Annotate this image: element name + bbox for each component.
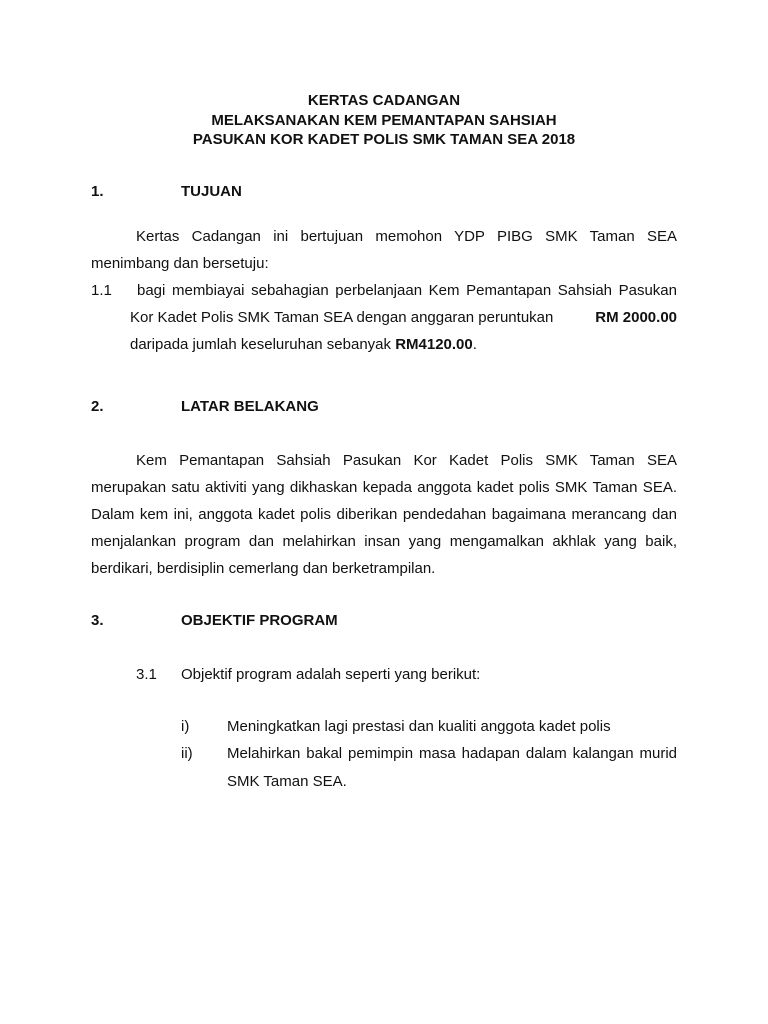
document-title-line-1: KERTAS CADANGAN [307, 92, 461, 109]
section-2-paragraph-line-2: merupakan satu aktiviti yang dikhaskan kepada anggota kadet polis SMK Taman SEA. [91, 479, 677, 496]
objective-item-2-marker: ii) [181, 745, 193, 762]
section-2-paragraph-line-3: Dalam kem ini, anggota kadet polis diberikan pendedahan bagaimana merancang dan [91, 506, 677, 523]
amount-total: RM4120.00 [395, 336, 473, 353]
objective-item-2-text-line-2: SMK Taman SEA. [227, 773, 347, 790]
section-3-sub-text: Objektif program adalah seperti yang berikut: [181, 666, 481, 683]
section-1-heading: TUJUAN [181, 183, 242, 200]
section-3-sub-number: 3.1 [136, 666, 157, 683]
section-1-paragraph-line-1: Kertas Cadangan ini bertujuan memohon YDP PIBG SMK Taman SEA [136, 228, 677, 245]
amount-requested: RM 2000.00 [595, 309, 677, 326]
item-line-2-text: Kor Kadet Polis SMK Taman SEA dengan anggaran peruntukan [130, 309, 554, 326]
section-1-item-line-2 [130, 309, 677, 327]
item-line-3-text: daripada jumlah keseluruhan sebanyak [130, 336, 392, 353]
section-2-paragraph-line-4: menjalankan program dan melahirkan insan yang mengamalkan akhlak yang baik, [91, 533, 677, 550]
section-1-item-number: 1.1 [91, 282, 112, 299]
objective-item-1-text: Meningkatkan lagi prestasi dan kualiti anggota kadet polis [227, 718, 611, 735]
objective-item-1-marker: i) [181, 718, 190, 735]
section-1-item-line-1: bagi membiayai sebahagian perbelanjaan Kem Pemantapan Sahsiah Pasukan [137, 282, 677, 299]
section-3-number: 3. [91, 612, 104, 629]
document-title-line-3: PASUKAN KOR KADET POLIS SMK TAMAN SEA 2018 [192, 131, 576, 148]
section-2-number: 2. [91, 398, 104, 415]
section-2-paragraph-line-5: berdikari, berdisiplin cemerlang dan berketrampilan. [91, 560, 436, 577]
section-2-heading: LATAR BELAKANG [181, 398, 319, 415]
document-title-line-2: MELAKSANAKAN KEM PEMANTAPAN SAHSIAH [211, 112, 557, 129]
section-1-number: 1. [91, 183, 104, 200]
objective-item-2-text-line-1: Melahirkan bakal pemimpin masa hadapan dalam kalangan murid [227, 745, 677, 762]
item-line-3-end: . [472, 336, 477, 353]
section-2-paragraph-line-1: Kem Pemantapan Sahsiah Pasukan Kor Kadet Polis SMK Taman SEA [136, 452, 677, 469]
section-1-paragraph-line-2: menimbang dan bersetuju: [91, 255, 269, 272]
section-3-heading: OBJEKTIF PROGRAM [181, 612, 338, 629]
section-1-item-line-3 [130, 336, 477, 354]
